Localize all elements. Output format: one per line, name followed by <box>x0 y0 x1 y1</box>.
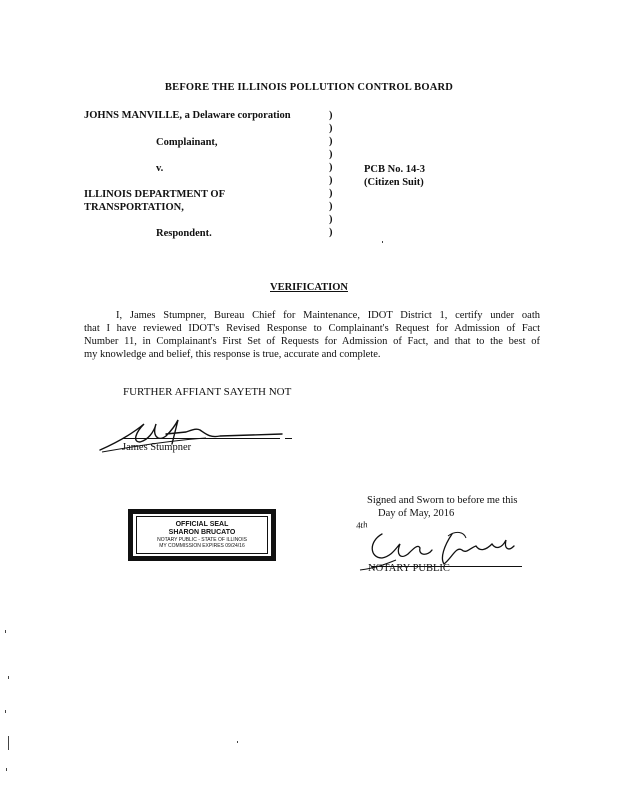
complainant-role: Complainant, <box>156 137 218 148</box>
notary-day-handwritten: 4th <box>355 519 369 531</box>
verification-line1: I, James Stumpner, Bureau Chief for Maintenance, IDOT District 1, certify under oath <box>116 310 540 321</box>
caption-paren: ) <box>329 110 333 121</box>
scan-speck <box>5 630 6 633</box>
scan-speck <box>6 768 7 771</box>
case-type: (Citizen Suit) <box>364 177 424 188</box>
scan-speck <box>8 676 9 679</box>
further-affiant-text: FURTHER AFFIANT SAYETH NOT <box>123 386 292 398</box>
caption-paren: ) <box>329 123 333 134</box>
caption-paren: ) <box>329 201 333 212</box>
respondent-name-line2: TRANSPORTATION, <box>84 202 184 213</box>
affiant-name: James Stumpner <box>122 442 192 453</box>
caption-paren: ) <box>329 188 333 199</box>
official-seal-stamp <box>128 509 276 561</box>
caption-paren: ) <box>329 175 333 186</box>
case-number: PCB No. 14-3 <box>364 164 425 175</box>
caption-paren: ) <box>329 149 333 160</box>
scan-speck <box>237 741 238 743</box>
affiant-signature-line-tail <box>285 438 292 439</box>
verification-line3: Number 11, in Complainant's First Set of Requests for Admission of Fact, and that to the best of <box>84 336 540 347</box>
notary-sworn-line1: Signed and Sworn to before me this <box>367 495 518 506</box>
respondent-name-line1: ILLINOIS DEPARTMENT OF <box>84 189 226 200</box>
caption-paren: ) <box>329 214 333 225</box>
affiant-signature-line <box>122 438 280 439</box>
notary-title: NOTARY PUBLIC <box>368 563 450 574</box>
scan-speck <box>382 241 383 243</box>
caption-paren: ) <box>329 227 333 238</box>
notary-sworn-line2: Day of May, 2016 <box>378 508 455 519</box>
seal-commission: MY COMMISSION EXPIRES 09/24/16 <box>159 543 245 549</box>
scan-speck <box>8 736 9 750</box>
complainant-name: JOHNS MANVILLE, a Delaware corporation <box>84 110 291 121</box>
versus-label: v. <box>156 163 164 174</box>
verification-line4: my knowledge and belief, this response is true, accurate and complete. <box>84 349 381 360</box>
caption-paren: ) <box>329 136 333 147</box>
verification-heading: VERIFICATION <box>270 282 348 293</box>
caption-paren: ) <box>329 162 333 173</box>
scan-speck <box>5 710 6 713</box>
respondent-role: Respondent. <box>156 228 212 239</box>
seal-name: SHARON BRUCATO <box>168 529 236 536</box>
seal-title: OFFICIAL SEAL <box>175 521 229 528</box>
seal-state: NOTARY PUBLIC - STATE OF ILLINOIS <box>157 537 247 543</box>
page-title: BEFORE THE ILLINOIS POLLUTION CONTROL BOARD <box>164 82 454 93</box>
verification-line2: that I have reviewed IDOT's Revised Response to Complainant's Request for Admission of Fact <box>84 323 540 334</box>
